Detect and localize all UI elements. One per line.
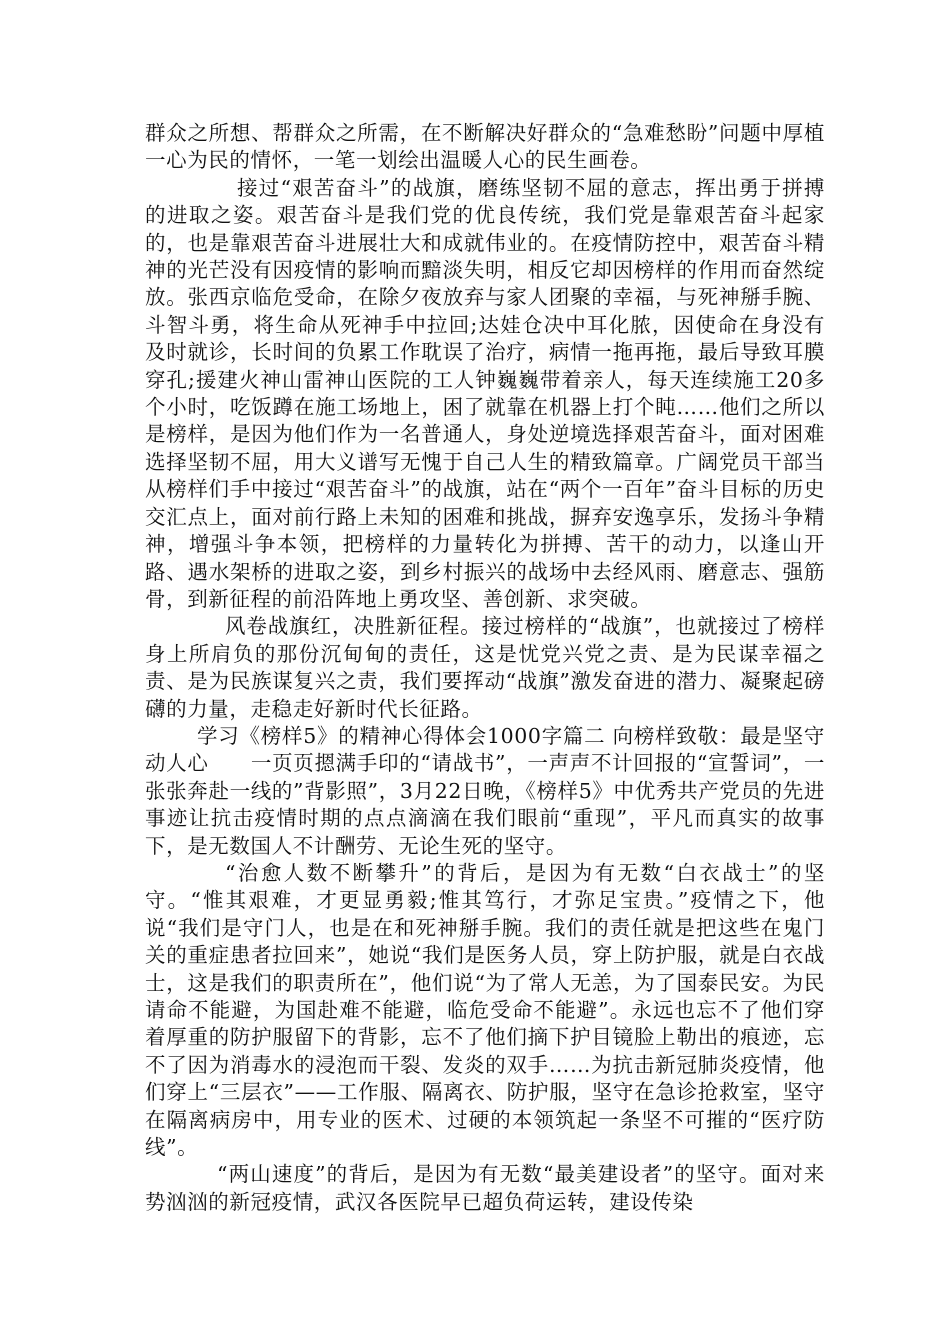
document-body <box>145 120 825 1216</box>
paragraph-2: 接过“艰苦奋斗”的战旗，磨练坚韧不屈的意志，挥出勇于拼搏的进取之姿。艰苦奋斗是我们党的优良传统，我们党是靠艰苦奋斗起家的，也是靠艰苦奋斗进展壮大和成就伟业的。在疫情防控中，艰苦奋斗精神的光芒没有因疫情的影响而黯淡失明，相反它却因榜样的作用而奋然绽放。张西京临危受命，在除夕夜放弃与家人团聚的幸福，与死神掰手腕、斗智斗勇，将生命从死神手中拉回;达娃仓决中耳化脓，因使命在身没有及时就诊，长时间的负累工作耽误了治疗，病情一拖再拖，最后导致耳膜穿孔;援建火神山雷神山医院的工人钟巍巍带着亲人，每天连续施工20多个小时，吃饭蹲在施工场地上，困了就靠在机器上打个盹……他们之所以是榜样，是因为他们作为一名普通人，身处逆境选择艰苦奋斗，面对困难选择坚韧不屈，用大义谱写无愧于自己人生的精致篇章。广阔党员干部当从榜样们手中接过“艰苦奋斗”的战旗，站在“两个一百年”奋斗目标的历史交汇点上，面对前行路上未知的困难和挑战，摒弃安逸享乐，发扬斗争精神，增强斗争本领，把榜样的力量转化为拼搏、苦干的动力，以逢山开路、遇水架桥的进取之姿，到乡村振兴的战场中去经风雨、磨意志、强筋骨，到新征程的前沿阵地上勇攻坚、善创新、求突破。 <box>145 175 825 611</box>
paragraph-5: “治愈人数不断攀升”的背后，是因为有无数“白衣战士”的坚守。“惟其艰难，才更显勇毅;惟其笃行，才弥足宝贵。”疫情之下，他说“我们是守门人，也是在和死神掰手腕。我们的责任就是把这些在鬼门关的重症患者拉回来”，她说“我们是医务人员，穿上防护服，就是白衣战士，这是我们的职责所在”，他们说“为了常人无恙，为了国泰民安。为民请命不能避，为国赴难不能避，临危受命不能避”。永远也忘不了他们穿着厚重的防护服留下的背影，忘不了他们摘下护目镜脸上勒出的痕迹，忘不了因为消毒水的浸泡而干裂、发炎的双手……为抗击新冠肺炎疫情，他们穿上“三层衣”——工作服、隔离衣、防护服，坚守在急诊抢救室，坚守在隔离病房中，用专业的医术、过硬的本领筑起一条坚不可摧的“医疗防线”。 <box>145 860 825 1160</box>
paragraph-3: 风卷战旗红，决胜新征程。接过榜样的“战旗”，也就接过了榜样身上所肩负的那份沉甸甸的责任，这是忧党兴党之责、是为民谋幸福之责、是为民族谋复兴之责，我们要挥动“战旗”激发奋进的潜力、凝聚起磅礴的力量，走稳走好新时代长征路。 <box>145 614 825 721</box>
paragraph-4: 学习《榜样5》的精神心得体会1000字篇二 向榜样致敬：最是坚守动人心 一页页摁满手印的“请战书”，一声声不计回报的“宣誓词”，一张张奔赴一线的”背影照”，3月22日晚，《榜样5》中优秀共产党员的先进事迹让抗击疫情时期的点点滴滴在我们眼前“重现”，平凡而真实的故事下，是无数国人不计酬劳、无论生死的坚守。 <box>145 723 825 858</box>
paragraph-6: “两山速度”的背后，是因为有无数“最美建设者”的坚守。面对来势汹汹的新冠疫情，武汉各医院早已超负荷运转，建设传染 <box>145 1162 825 1214</box>
paragraph-1: 群众之所想、帮群众之所需，在不断解决好群众的“急难愁盼”问题中厚植一心为民的情怀，一笔一划绘出温暖人心的民生画卷。 <box>145 121 825 173</box>
